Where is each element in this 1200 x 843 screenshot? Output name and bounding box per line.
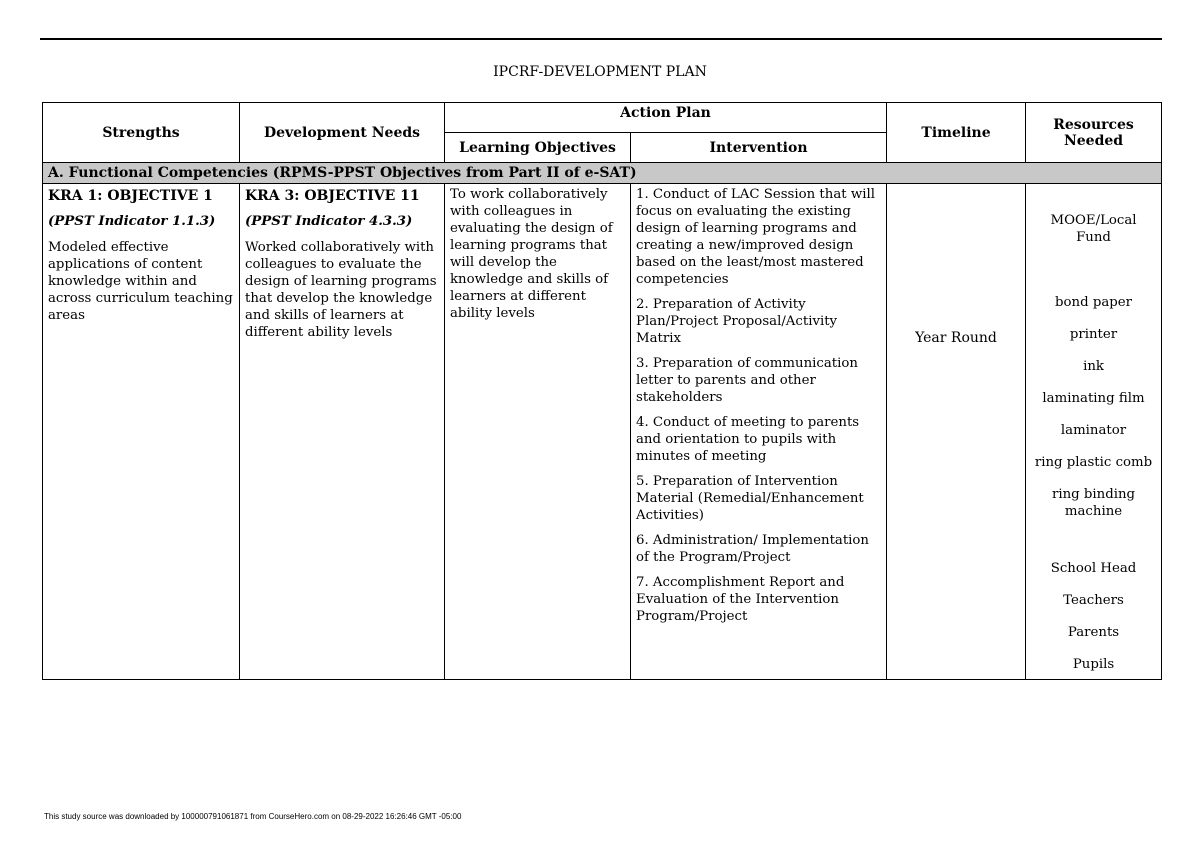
- development-plan-table: [42, 102, 1162, 680]
- need-kra: KRA 3: OBJECTIVE 11: [245, 188, 420, 204]
- header-learning-objectives: Learning Objectives: [445, 133, 631, 163]
- intervention-item: 6. Administration/ Implementation of the Program/Project: [636, 533, 870, 565]
- resource-item: ring binding machine: [1051, 487, 1136, 519]
- intervention-item: 3. Preparation of communication letter to parents and other stakeholders: [636, 356, 858, 405]
- need-description: Worked collaboratively with colleagues to evaluate the design of learning programs that develop the knowledge and skills of learners at different ability levels: [245, 240, 437, 340]
- learning-objective: To work collaboratively with colleagues in evaluating the design of learning programs that will develop the knowledge and skills of learners at different ability levels: [450, 187, 613, 321]
- header-development-needs: Development Needs: [240, 103, 445, 163]
- header-action-plan: Action Plan: [445, 103, 887, 133]
- resource-person: Parents: [1067, 625, 1120, 640]
- document-title: IPCRF-DEVELOPMENT PLAN: [493, 64, 707, 80]
- resource-item: printer: [1069, 327, 1118, 342]
- resource-item: ink: [1083, 359, 1104, 374]
- header-intervention: Intervention: [631, 133, 887, 163]
- section-heading: A. Functional Competencies (RPMS-PPST Objectives from Part II of e-SAT): [43, 163, 1162, 184]
- resources-cell: [1026, 184, 1162, 680]
- header-timeline: Timeline: [887, 103, 1026, 163]
- strength-kra: KRA 1: OBJECTIVE 1: [48, 188, 213, 204]
- intervention-item: 7. Accomplishment Report and Evaluation of the Intervention Program/Project: [636, 575, 845, 624]
- intervention-item: 2. Preparation of Activity Plan/Project Proposal/Activity Matrix: [636, 297, 838, 346]
- intervention-item: 4. Conduct of meeting to parents and orientation to pupils with minutes of meeting: [636, 415, 860, 464]
- resource-item: bond paper: [1055, 295, 1133, 310]
- strength-description: Modeled effective applications of content knowledge within and across curriculum teaching areas: [48, 240, 233, 323]
- header-resources-needed: Resources Needed: [1026, 103, 1162, 163]
- header-strengths: Strengths: [43, 103, 240, 163]
- resource-person: School Head: [1050, 561, 1137, 576]
- intervention-item: 1. Conduct of LAC Session that will focus on evaluating the existing design of learning programs and creating a new/improved design based on the least/most mastered competencies: [636, 187, 875, 287]
- timeline-cell: Year Round: [887, 184, 1026, 680]
- intervention-cell: [631, 184, 887, 680]
- learning-objectives-cell: [445, 184, 631, 680]
- resource-item: laminating film: [1042, 391, 1145, 406]
- resource-item: laminator: [1060, 423, 1127, 438]
- need-indicator: (PPST Indicator 4.3.3): [245, 214, 413, 229]
- development-needs-cell: [240, 184, 445, 680]
- resource-item: ring plastic comb: [1034, 455, 1153, 470]
- resource-person: Pupils: [1072, 657, 1115, 672]
- resource-fund: MOOE/Local Fund: [1050, 213, 1137, 245]
- resource-person: Teachers: [1063, 593, 1124, 608]
- top-rule: [40, 38, 1162, 40]
- download-footer: This study source was downloaded by 100000791061871 from CourseHero.com on 08-29-2022 16:26:46 GMT -05:00: [44, 812, 462, 821]
- strengths-cell: [43, 184, 240, 680]
- intervention-item: 5. Preparation of Intervention Material (Remedial/Enhancement Activities): [636, 474, 864, 523]
- strength-indicator: (PPST Indicator 1.1.3): [48, 214, 216, 229]
